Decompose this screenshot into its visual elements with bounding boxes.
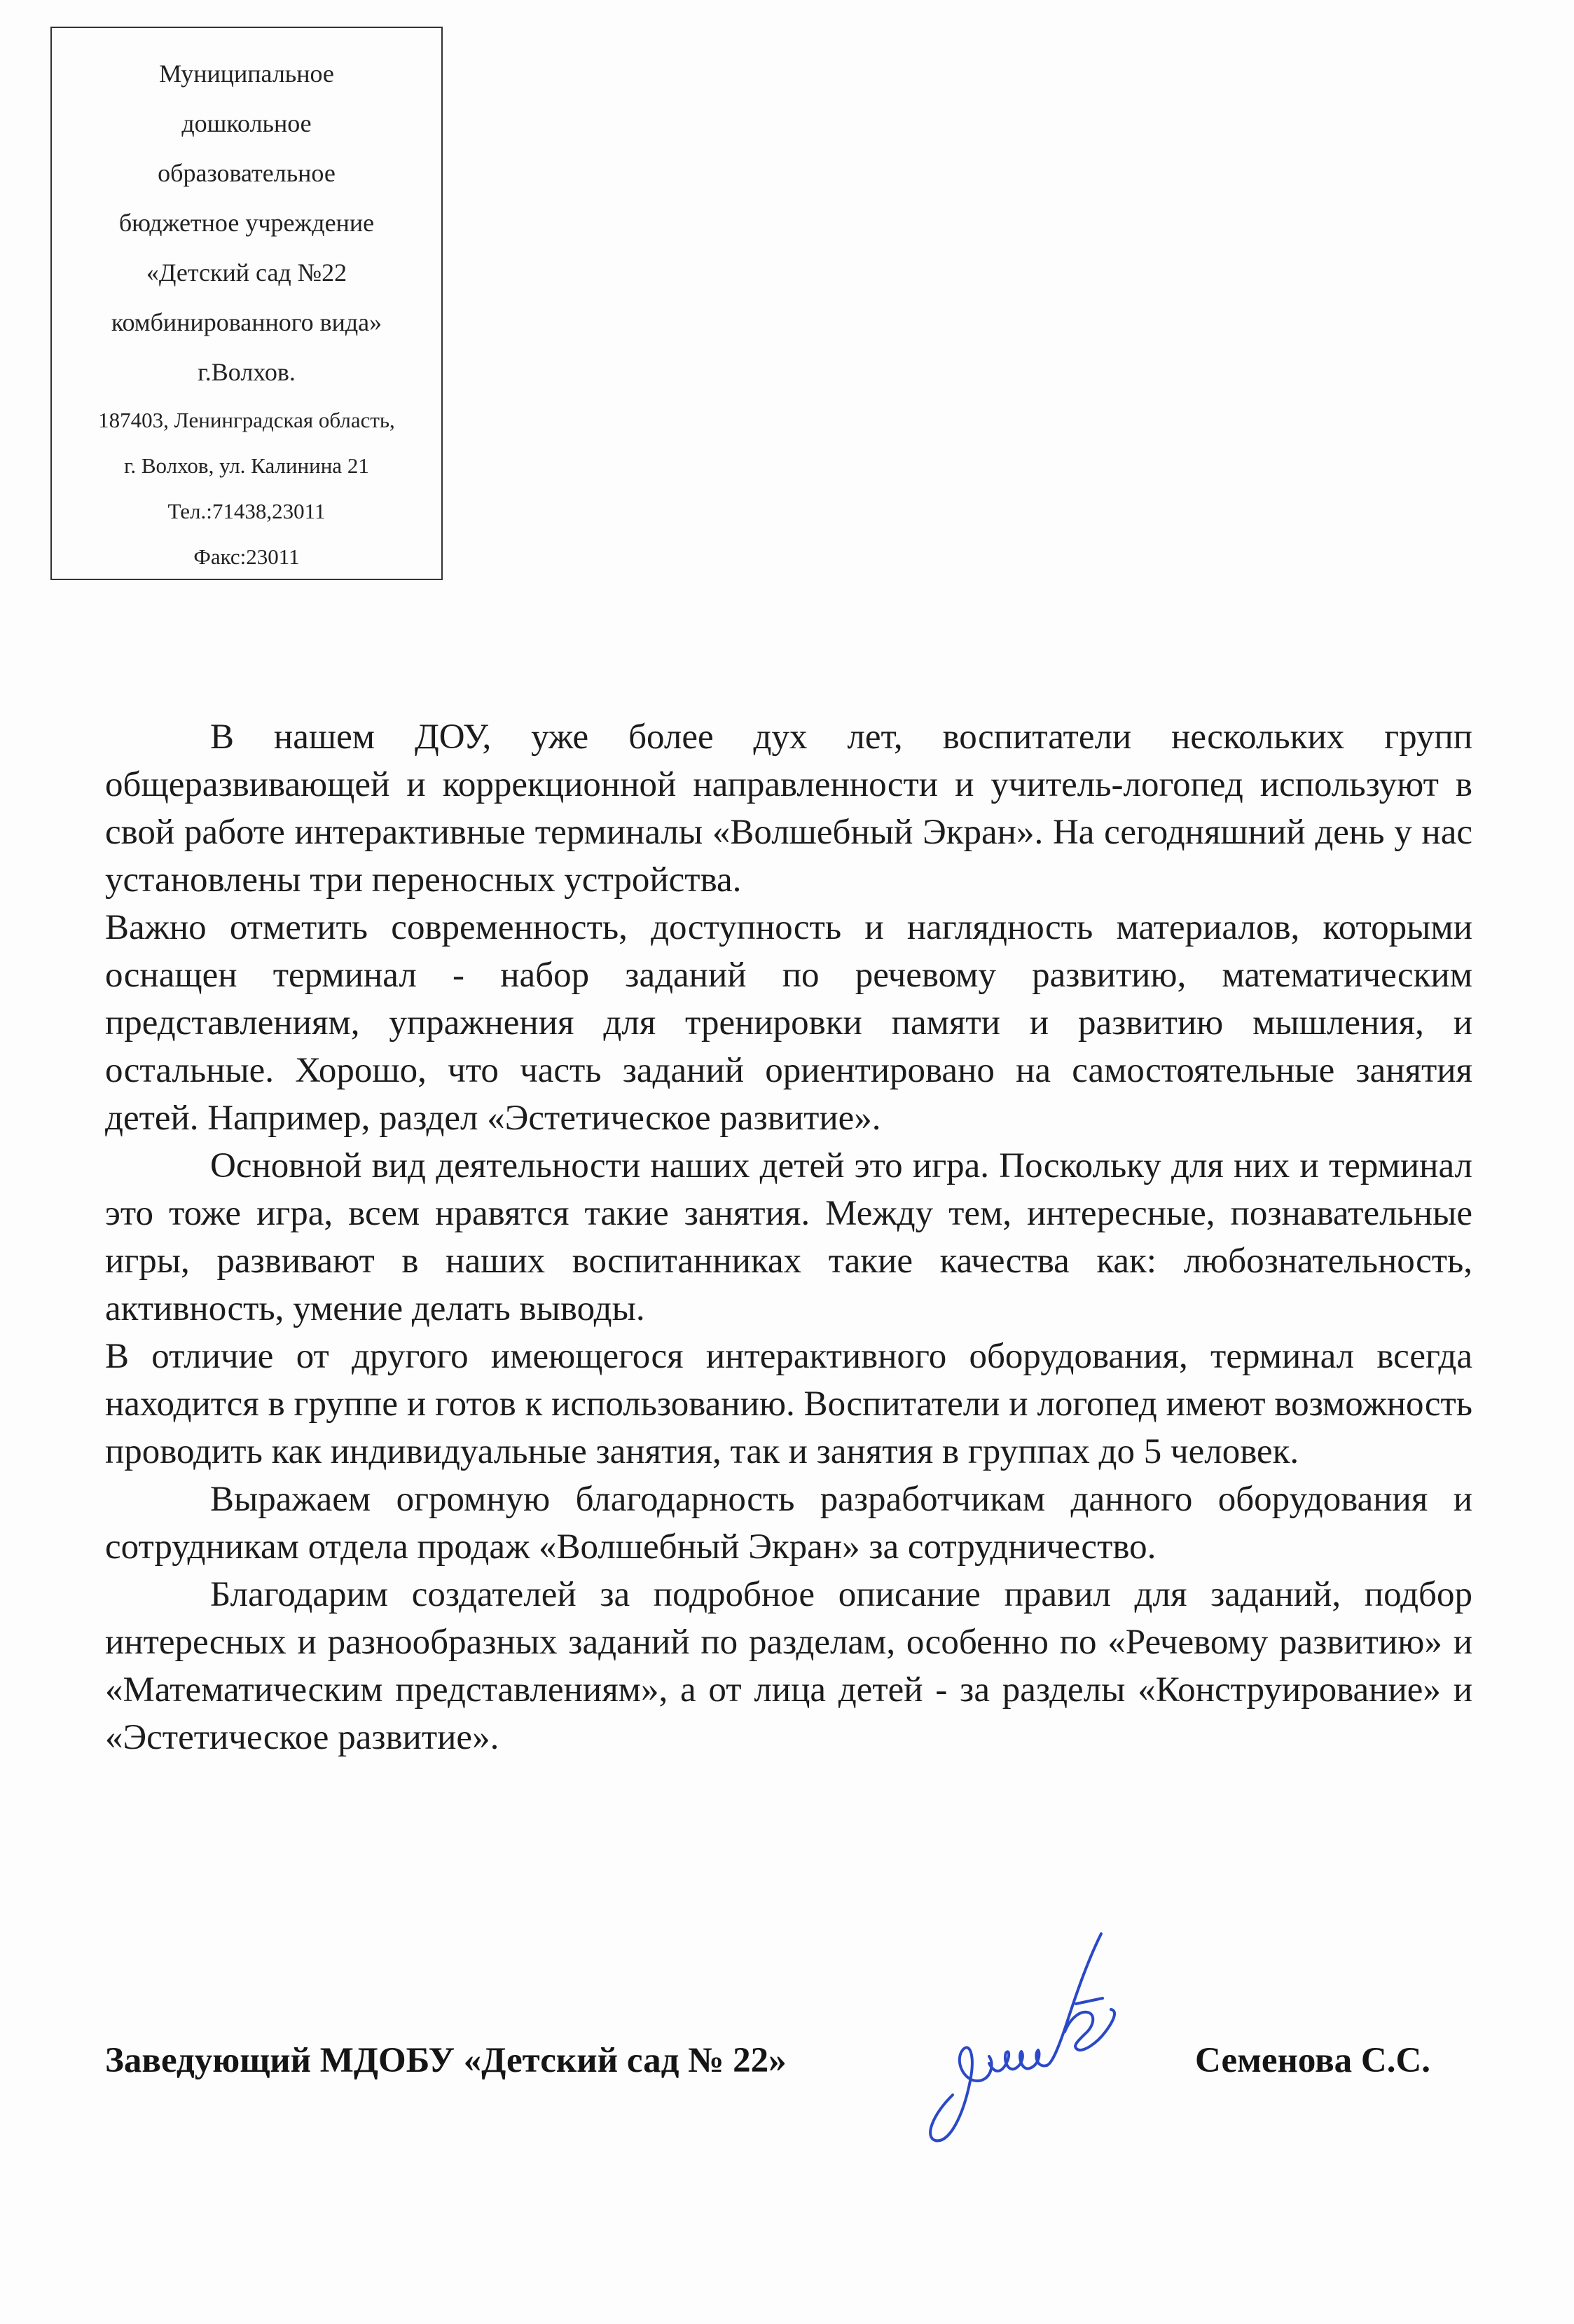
- letterhead-line: комбинированного вида»: [111, 308, 382, 336]
- letterhead-line: образовательное: [158, 159, 336, 187]
- signatory-role: Заведующий МДОБУ «Детский сад № 22»: [105, 2041, 787, 2080]
- letterhead-line: дошкольное: [181, 109, 312, 137]
- letter-body: [105, 713, 1472, 1761]
- handwritten-signature: [904, 1906, 1170, 2158]
- body-paragraph: Выражаем огромную благодарность разработчикам данного оборудования и сотрудникам отдела продаж «Волшебный Экран» за сотрудничество.: [105, 1480, 1472, 1567]
- body-paragraph: Благодарим создателей за подробное описание правил для заданий, подбор интересных и разнообразных заданий по разделам, особенно по «Речевому развитию» и «Математическим представлениям», а от лица детей - за разделы «Конструирование» и «Эстетическое развитие».: [105, 1575, 1472, 1757]
- letterhead-line: «Детский сад №22: [146, 259, 347, 287]
- letterhead-street: г. Волхов, ул. Калинина 21: [124, 453, 369, 478]
- letterhead-address: 187403, Ленинградская область,: [98, 408, 395, 432]
- letterhead-box: [50, 27, 443, 580]
- body-paragraph: В нашем ДОУ, уже более дух лет, воспитатели нескольких групп общеразвивающей и коррекционной направленности и учитель-логопед используют в свой работе интерактивные терминалы «Волшебный Экран». На сегодняшний день у нас установлены три переносных устройства.: [105, 717, 1472, 900]
- body-paragraph: В отличие от другого имеющегося интерактивного оборудования, терминал всегда находится в группе и готов к использованию. Воспитатели и логопед имеют возможность проводить как индивидуальные занятия, так и занятия в группах до 5 человек.: [105, 1337, 1472, 1471]
- letterhead-line: бюджетное учреждение: [118, 209, 375, 237]
- body-paragraph: Основной вид деятельности наших детей это игра. Поскольку для них и терминал это тоже игра, всем нравятся такие занятия. Между тем, интересные, познавательные игры, развивают в наших воспитанниках такие качества как: любознательность, активность, умение делать выводы.: [105, 1146, 1472, 1328]
- body-paragraph: Важно отметить современность, доступность и наглядность материалов, которыми оснащен терминал - набор заданий по речевому развитию, математическим представлениям, упражнения для тренировки памяти и развитию мышления, и остальные. Хорошо, что часть заданий ориентировано на самостоятельные занятия детей. Например, раздел «Эстетическое развитие».: [105, 908, 1472, 1138]
- letterhead-city: г.Волхов.: [198, 358, 296, 386]
- letterhead-fax: Факс:23011: [193, 544, 300, 569]
- letterhead-line: Муниципальное: [159, 60, 334, 88]
- letterhead-phone: Тел.:71438,23011: [167, 499, 326, 523]
- signatory-name: Семенова С.С.: [1195, 2041, 1431, 2080]
